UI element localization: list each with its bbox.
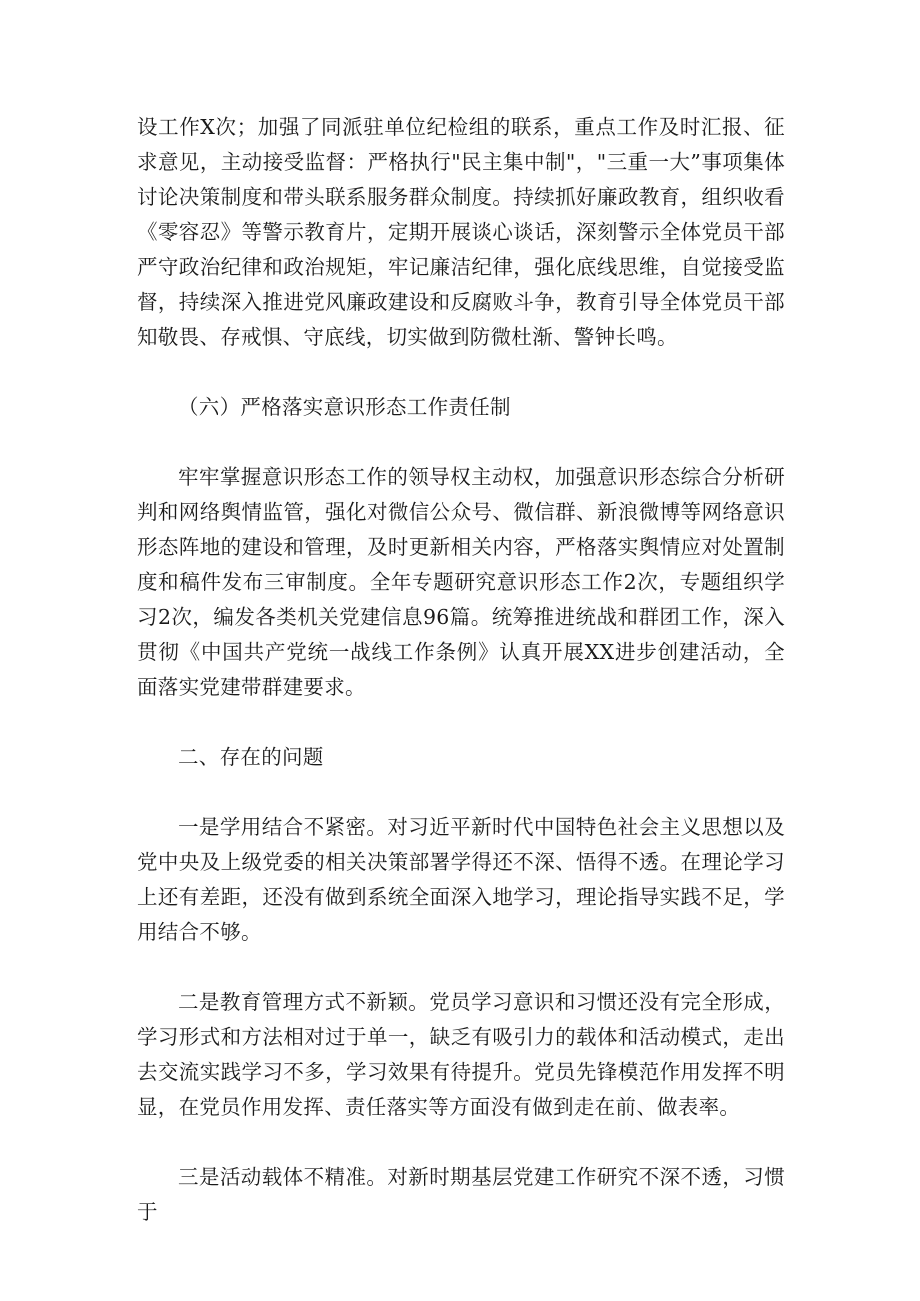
paragraph-spacer: [137, 1125, 785, 1160]
paragraph-spacer: [137, 425, 785, 460]
paragraph-spacer: [137, 775, 785, 810]
paragraph-problem-one: 一是学用结合不紧密。对习近平新时代中国特色社会主义思想以及党中央及上级党委的相关决策部署学得还不深、悟得不透。在理论学习上还有差距，还没有做到系统全面深入地学习，理论指导实践不足，学用结合不够。: [137, 815, 785, 944]
paragraph-spacer: [137, 705, 785, 740]
paragraph-spacer: [137, 355, 785, 390]
section-heading-problems: 二、存在的问题: [178, 745, 324, 769]
subheading-ideology-responsibility: （六）严格落实意识形态工作责任制: [178, 395, 511, 419]
document-body: [137, 110, 785, 1230]
paragraph-problem-two: 二是教育管理方式不新颖。党员学习意识和习惯还没有完全形成，学习形式和方法相对过于单一，缺乏有吸引力的载体和活动模式，走出去交流实践学习不多，学习效果有待提升。党员先锋模范作用发挥不明显，在党员作用发挥、责任落实等方面没有做到走在前、做表率。: [137, 990, 785, 1119]
paragraph-spacer: [137, 950, 785, 985]
paragraph-discipline-supervision: 设工作X次；加强了同派驻单位纪检组的联系，重点工作及时汇报、征求意见，主动接受监督：严格执行"民主集中制"，"三重一大”事项集体讨论决策制度和带头联系服务群众制度。持续抓好廉政教育，组织收看《零容忍》等警示教育片，定期开展谈心谈话，深刻警示全体党员干部严守政治纪律和政治规矩，牢记廉洁纪律，强化底线思维，自觉接受监督，持续深入推进党风廉政建设和反腐败斗争，教育引导全体党员干部知敬畏、存戒惧、守底线，切实做到防微杜渐、警钟长鸣。: [137, 115, 785, 349]
paragraph-problem-three: 三是活动载体不精准。对新时期基层党建工作研究不深不透，习惯于: [137, 1165, 785, 1224]
paragraph-ideology-work: 牢牢掌握意识形态工作的领导权主动权，加强意识形态综合分析研判和网络舆情监管，强化对微信公众号、微信群、新浪微博等网络意识形态阵地的建设和管理，及时更新相关内容，严格落实舆情应对处置制度和稿件发布三审制度。全年专题研究意识形态工作2次，专题组织学习2次，编发各类机关党建信息96篇。统筹推进统战和群团工作，深入贯彻《中国共产党统一战线工作条例》认真开展XX进步创建活动，全面落实党建带群建要求。: [137, 465, 785, 699]
